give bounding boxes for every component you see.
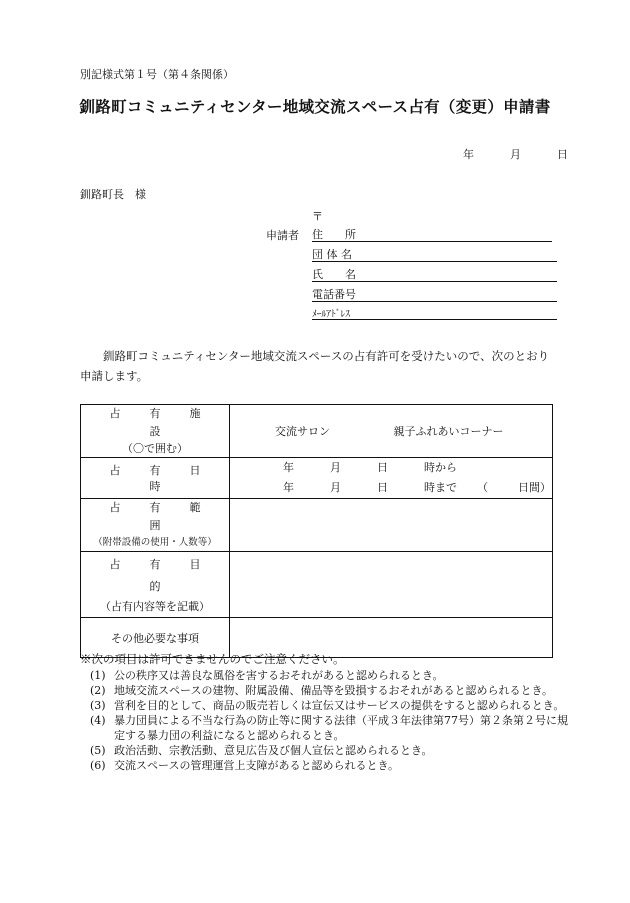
from-day-label: 日 [377,461,388,474]
field-group-label: 団 体 名 [312,248,352,261]
note-text: 交流スペースの管理運営上支障があると認められるとき。 [114,759,400,772]
duration-days-label: 日間） [518,481,551,494]
note-item [80,713,568,743]
intro-paragraph: 釧路町コミュニティセンター地域交流スペースの占有許可を受けたいので、次のとおり申請します。 [80,349,550,383]
purpose-sub: （占有内容等を記載） [100,599,210,613]
notes-heading: ※次の項目は許可できませんのでご注意ください。 [80,652,345,666]
facility-label: 占 有 施 設 [109,407,230,438]
from-year-label: 年 [283,461,294,474]
note-text: 地域交流スペースの建物、附属設備、備品等を毀損するおそれがあると認められるとき。 [114,684,554,697]
note-item [80,743,568,758]
field-group-line[interactable] [312,245,557,262]
field-email-line[interactable] [312,303,557,320]
note-text: 政治活動、宗教活動、意見広告及び個人宣伝と認められるとき。 [114,744,433,757]
duration-paren: （ [477,481,488,494]
facility-option-parent-child[interactable]: 親子ふれあいコーナー [393,425,504,438]
from-month-label: 月 [330,461,341,474]
to-month-label: 月 [330,481,341,494]
to-time-label: 時まで [424,481,457,494]
field-email-label: ﾒｰﾙｱﾄﾞﾚｽ [312,309,351,320]
scope-label-cell [81,499,230,552]
note-number: (4) [90,714,106,727]
note-item [80,698,568,713]
date-year-label: 年 [463,148,474,161]
datetime-value-cell[interactable] [230,458,553,499]
scope-label: 占 有 範 囲 [109,501,230,532]
note-number: (2) [90,684,106,697]
form-reference: 別記様式第１号（第４条関係） [80,68,234,81]
field-phone-label: 電話番号 [312,288,356,301]
from-time-label: 時から [424,461,457,474]
note-number: (3) [90,699,106,712]
to-day-label: 日 [377,481,388,494]
note-item [80,758,568,773]
date-month-label: 月 [510,148,521,161]
row-facility [81,405,553,458]
note-item [80,668,568,683]
other-label: その他必要な事項 [111,631,199,645]
facility-sub: （〇で囲む） [122,442,188,455]
row-scope [81,499,553,552]
datetime-to-row [230,478,552,498]
note-number: (1) [90,669,106,682]
note-text: 暴力団員による不当な行為の防止等に関する法律（平成３年法律第77号）第２条第２号に規定する暴力団の利益になると認められるとき。 [114,714,568,742]
datetime-label-cell [81,458,230,499]
purpose-label: 占 有 目 的 [109,557,230,593]
postal-mark: 〒 [312,210,323,223]
note-text: 営利を目的として、商品の販売若しくは宣伝又はサービスの提供をすると認められるとき。 [114,699,565,712]
scope-value-cell[interactable] [230,499,553,552]
scope-sub: （附帯設備の使用・人数等） [93,537,217,548]
field-name-line[interactable] [312,265,557,282]
row-datetime [81,458,553,499]
date-day-label: 日 [557,148,568,161]
row-purpose [81,552,553,618]
datetime-label: 占 有 日 時 [109,464,230,493]
note-text: 公の秩序又は善良な風俗を害するおそれがあると認められるとき。 [114,669,444,682]
field-address-label: 住 所 [312,228,356,241]
facility-label-cell [81,405,230,458]
field-phone-line[interactable] [312,285,557,302]
field-name-label: 氏 名 [312,268,356,281]
to-year-label: 年 [283,481,294,494]
facility-options-cell [230,405,553,458]
datetime-from-row [230,458,552,478]
document-title: 釧路町コミュニティセンター地域交流スペース占有（変更）申請書 [79,97,551,116]
purpose-label-cell [81,552,230,618]
note-number: (5) [90,744,106,757]
application-table [80,404,553,658]
facility-option-salon[interactable]: 交流サロン [275,425,330,438]
purpose-value-cell[interactable] [230,552,553,618]
notes-section [80,652,568,773]
addressee: 釧路町長 様 [80,188,146,201]
field-address-line[interactable] [312,225,552,242]
note-item [80,683,568,698]
note-number: (6) [90,759,106,772]
applicant-label: 申請者 [266,229,299,242]
